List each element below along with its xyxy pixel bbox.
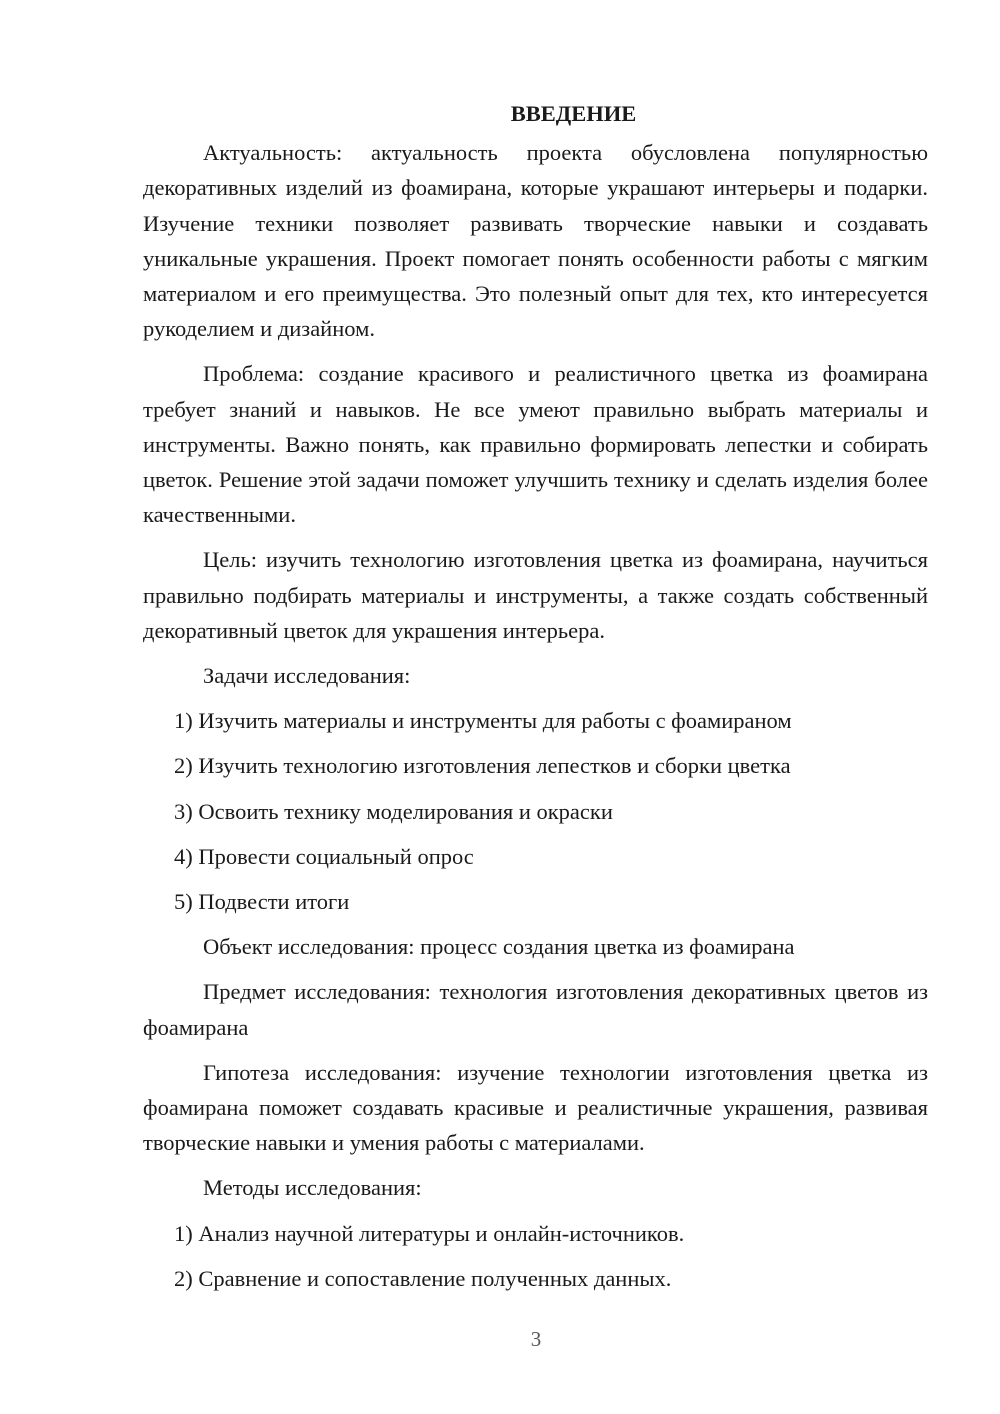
task-item: 5) Подвести итоги (174, 889, 350, 915)
page-content (143, 96, 928, 1306)
subject-paragraph: Предмет исследования: технология изготовления декоративных цветов из фоамирана (143, 979, 928, 1040)
task-item: 3) Освоить технику моделирования и окраски (174, 798, 613, 824)
hypothesis-paragraph: Гипотеза исследования: изучение технологии изготовления цветка из фоамирана поможет создавать красивые и реалистичные украшения, развивая творческие навыки и умения работы с материалами. (143, 1059, 928, 1156)
section-heading: ВВЕДЕНИЕ (510, 101, 637, 126)
tasks-list (143, 703, 928, 919)
problem-paragraph: Проблема: создание красивого и реалистичного цветка из фоамирана требует знаний и навыков. Не все умеют правильно выбрать материалы и инструменты. Важно понять, как правильно формировать лепестки и собирать цветок. Решение этой задачи поможет улучшить технику и сделать изделия более качественными. (143, 361, 928, 528)
methods-title: Методы исследования: (203, 1175, 422, 1201)
method-item: 1) Анализ научной литературы и онлайн-источников. (174, 1220, 685, 1246)
methods-list (143, 1216, 928, 1296)
task-item: 1) Изучить материалы и инструменты для работы с фоамираном (174, 708, 792, 734)
method-item: 2) Сравнение и сопоставление полученных данных. (174, 1265, 672, 1291)
tasks-title: Задачи исследования: (203, 663, 411, 689)
goal-paragraph: Цель: изучить технологию изготовления цветка из фоамирана, научиться правильно подбирать материалы и инструменты, а также создать собственный декоративный цветок для украшения интерьера. (143, 547, 928, 643)
page-number: 3 (530, 1327, 542, 1351)
relevance-paragraph: Актуальность: актуальность проекта обусловлена популярностью декоративных изделий из фоамирана, которые украшают интерьеры и подарки. Изучение техники позволяет развивать творческие навыки и создавать уникальные украшения. Проект помогает понять особенности работы с мягким материалом и его преимущества. Это полезный опыт для тех, кто интересуется рукоделием и дизайном. (143, 140, 928, 342)
object-paragraph: Объект исследования: процесс создания цветка из фоамирана (203, 934, 795, 960)
task-item: 4) Провести социальный опрос (174, 843, 474, 869)
task-item: 2) Изучить технологию изготовления лепестков и сборки цветка (174, 753, 791, 779)
